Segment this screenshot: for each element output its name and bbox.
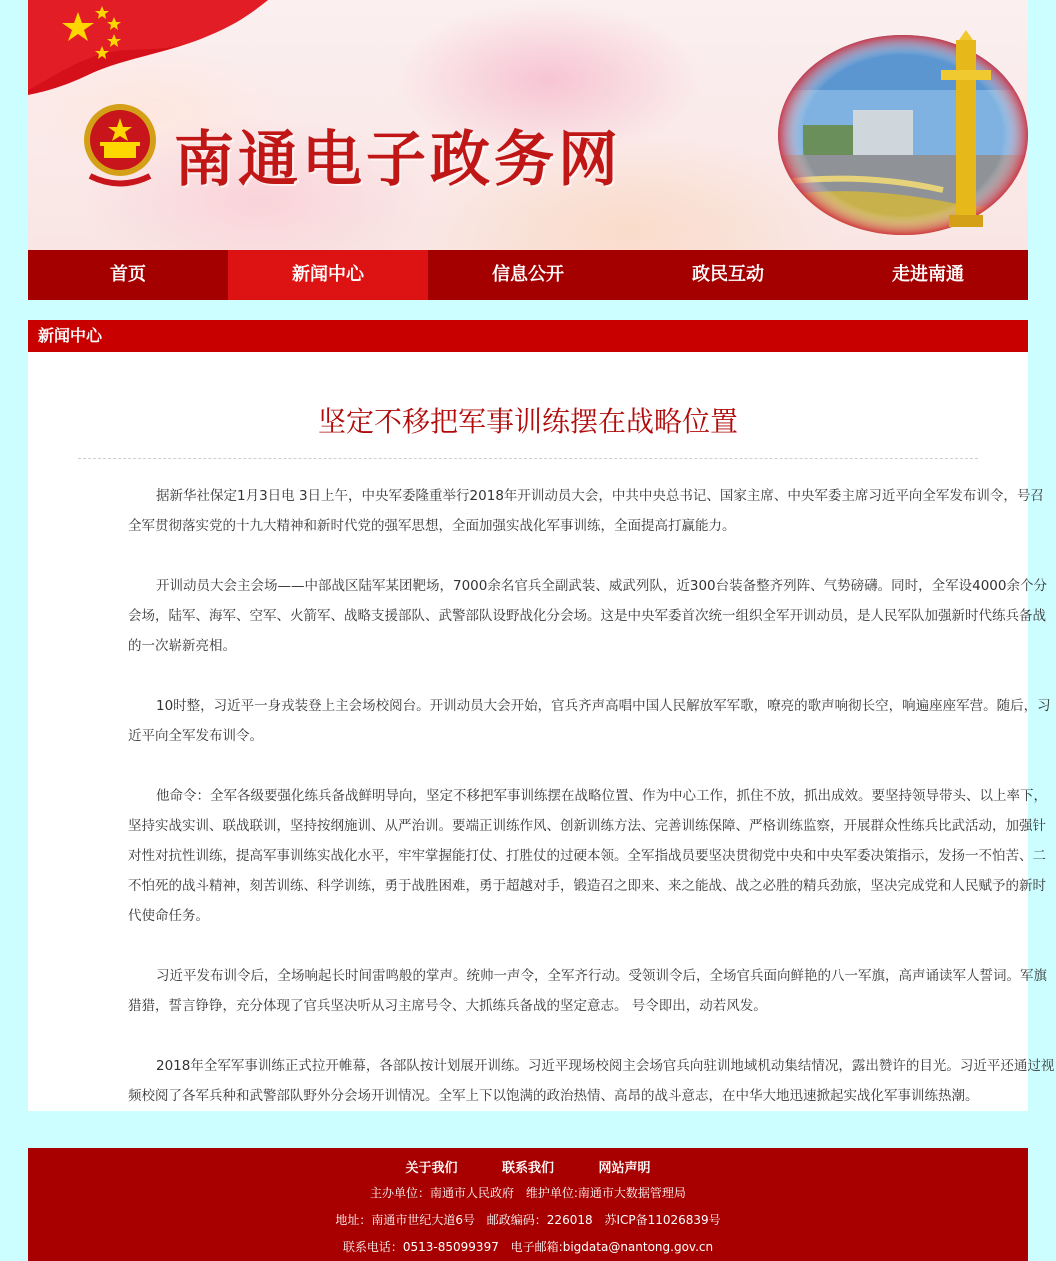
footer-icp[interactable]: 苏ICP备11026839号 (604, 1213, 721, 1227)
section-title: 新闻中心 (28, 320, 1028, 352)
nav-item-info[interactable]: 信息公开 (492, 264, 564, 285)
nav-item-home[interactable]: 首页 (110, 264, 146, 285)
article-paragraph: 习近平发布训令后，全场响起长时间雷鸣般的掌声。统帅一声令，全军齐行动。受领训令后，全场官兵面向鲜艳的八一军旗，高声诵读军人誓词。军旗猎猎，誓言铮铮，充分体现了官兵坚决听从习主席号令、大抓练兵备战的坚定意志。 号令即出，动若风发。 (128, 968, 1047, 1014)
national-flag-icon (28, 0, 268, 95)
footer-org-line (28, 1180, 1028, 1207)
footer-link-about[interactable]: 关于我们 (405, 1161, 458, 1176)
site-title: 南通电子政务网 (174, 125, 622, 195)
article-paragraph: 据新华社保定1月3日电 3日上午，中央军委隆重举行2018年开训动员大会，中共中央总书记、国家主席、中央军委主席习近平向全军发布训令，号召全军贯彻落实党的十九大精神和新时代党的强军思想，全面加强实战化军事训练，全面提高打赢能力。 (128, 488, 1044, 534)
spacer (0, 300, 1056, 320)
article-paragraph: 开训动员大会主会场——中部战区陆军某团靶场，7000余名官兵全副武装、威武列队，近300台装备整齐列阵、气势磅礴。同时，全军设4000余个分会场，陆军、海军、空军、火箭军、战略支援部队、武警部队设野战化分会场。这是中央军委首次统一组织全军开训动员，是人民军队加强新时代练兵备战的一次崭新亮相。 (128, 578, 1047, 654)
footer-links (28, 1148, 1028, 1176)
footer-address-line (28, 1207, 1028, 1234)
footer-postcode: 邮政编码：226018 (486, 1213, 593, 1227)
site-footer (28, 1148, 1028, 1261)
footer-address: 地址：南通市世纪大道6号 (335, 1213, 475, 1227)
footer-email[interactable]: 电子邮箱:bigdata@nantong.gov.cn (510, 1240, 714, 1254)
nav-item-about-nantong[interactable]: 走进南通 (892, 264, 964, 285)
article-paragraph: 10时整，习近平一身戎装登上主会场校阅台。开训动员大会开始，官兵齐声高唱中国人民解放军军歌，嘹亮的歌声响彻长空，响遍座座军营。随后，习近平向全军发布训令。 (128, 698, 1051, 744)
nav-item-news[interactable]: 新闻中心 (228, 250, 428, 300)
site-banner (28, 0, 1028, 250)
article-paragraph: 2018年全军军事训练正式拉开帷幕，各部队按计划展开训练。习近平现场校阅主会场官兵向驻训地域机动集结情况，露出赞许的目光。习近平还通过视频校阅了各军兵种和武警部队野外分会场开训情况。全军上下以饱满的政治热情、高昂的战斗意志，在中华大地迅速掀起实战化军事训练热潮。 (128, 1058, 1055, 1104)
page-container (28, 0, 1055, 1254)
footer-sponsor: 主办单位：南通市人民政府 (370, 1186, 515, 1200)
article-title: 坚定不移把军事训练摆在战略位置 (317, 405, 738, 438)
footer-contact-line (28, 1234, 1028, 1261)
nav-item-interaction[interactable]: 政民互动 (692, 264, 764, 285)
footer-phone: 联系电话：0513-85099397 (342, 1240, 499, 1254)
footer-link-statement[interactable]: 网站声明 (598, 1161, 651, 1176)
footer-maintainer: 维护单位:南通市大数据管理局 (525, 1186, 686, 1200)
article-body (56, 459, 1055, 1111)
city-photo (763, 30, 1028, 240)
main-nav (28, 250, 1028, 300)
national-emblem-icon (80, 96, 160, 191)
footer-link-contact[interactable]: 联系我们 (501, 1161, 554, 1176)
article-paragraph: 他命令：全军各级要强化练兵备战鲜明导向，坚定不移把军事训练摆在战略位置、作为中心工作，抓住不放，抓出成效。要坚持领导带头、以上率下，坚持实战实训、联战联训，坚持按纲施训、从严治训。要端正训练作风、创新训练方法、完善训练保障、严格训练监察，开展群众性练兵比武活动，加强针对性对抗性训练，提高军事训练实战化水平，牢牢掌握能打仗、打胜仗的过硬本领。全军指战员要坚决贯彻党中央和中央军委决策指示，发扬一不怕苦、二不怕死的战斗精神，刻苦训练、科学训练，勇于战胜困难，勇于超越对手，锻造召之即来、来之能战、战之必胜的精兵劲旅，坚决完成党和人民赋予的新时代使命任务。 (128, 788, 1047, 924)
article (28, 352, 1055, 1111)
